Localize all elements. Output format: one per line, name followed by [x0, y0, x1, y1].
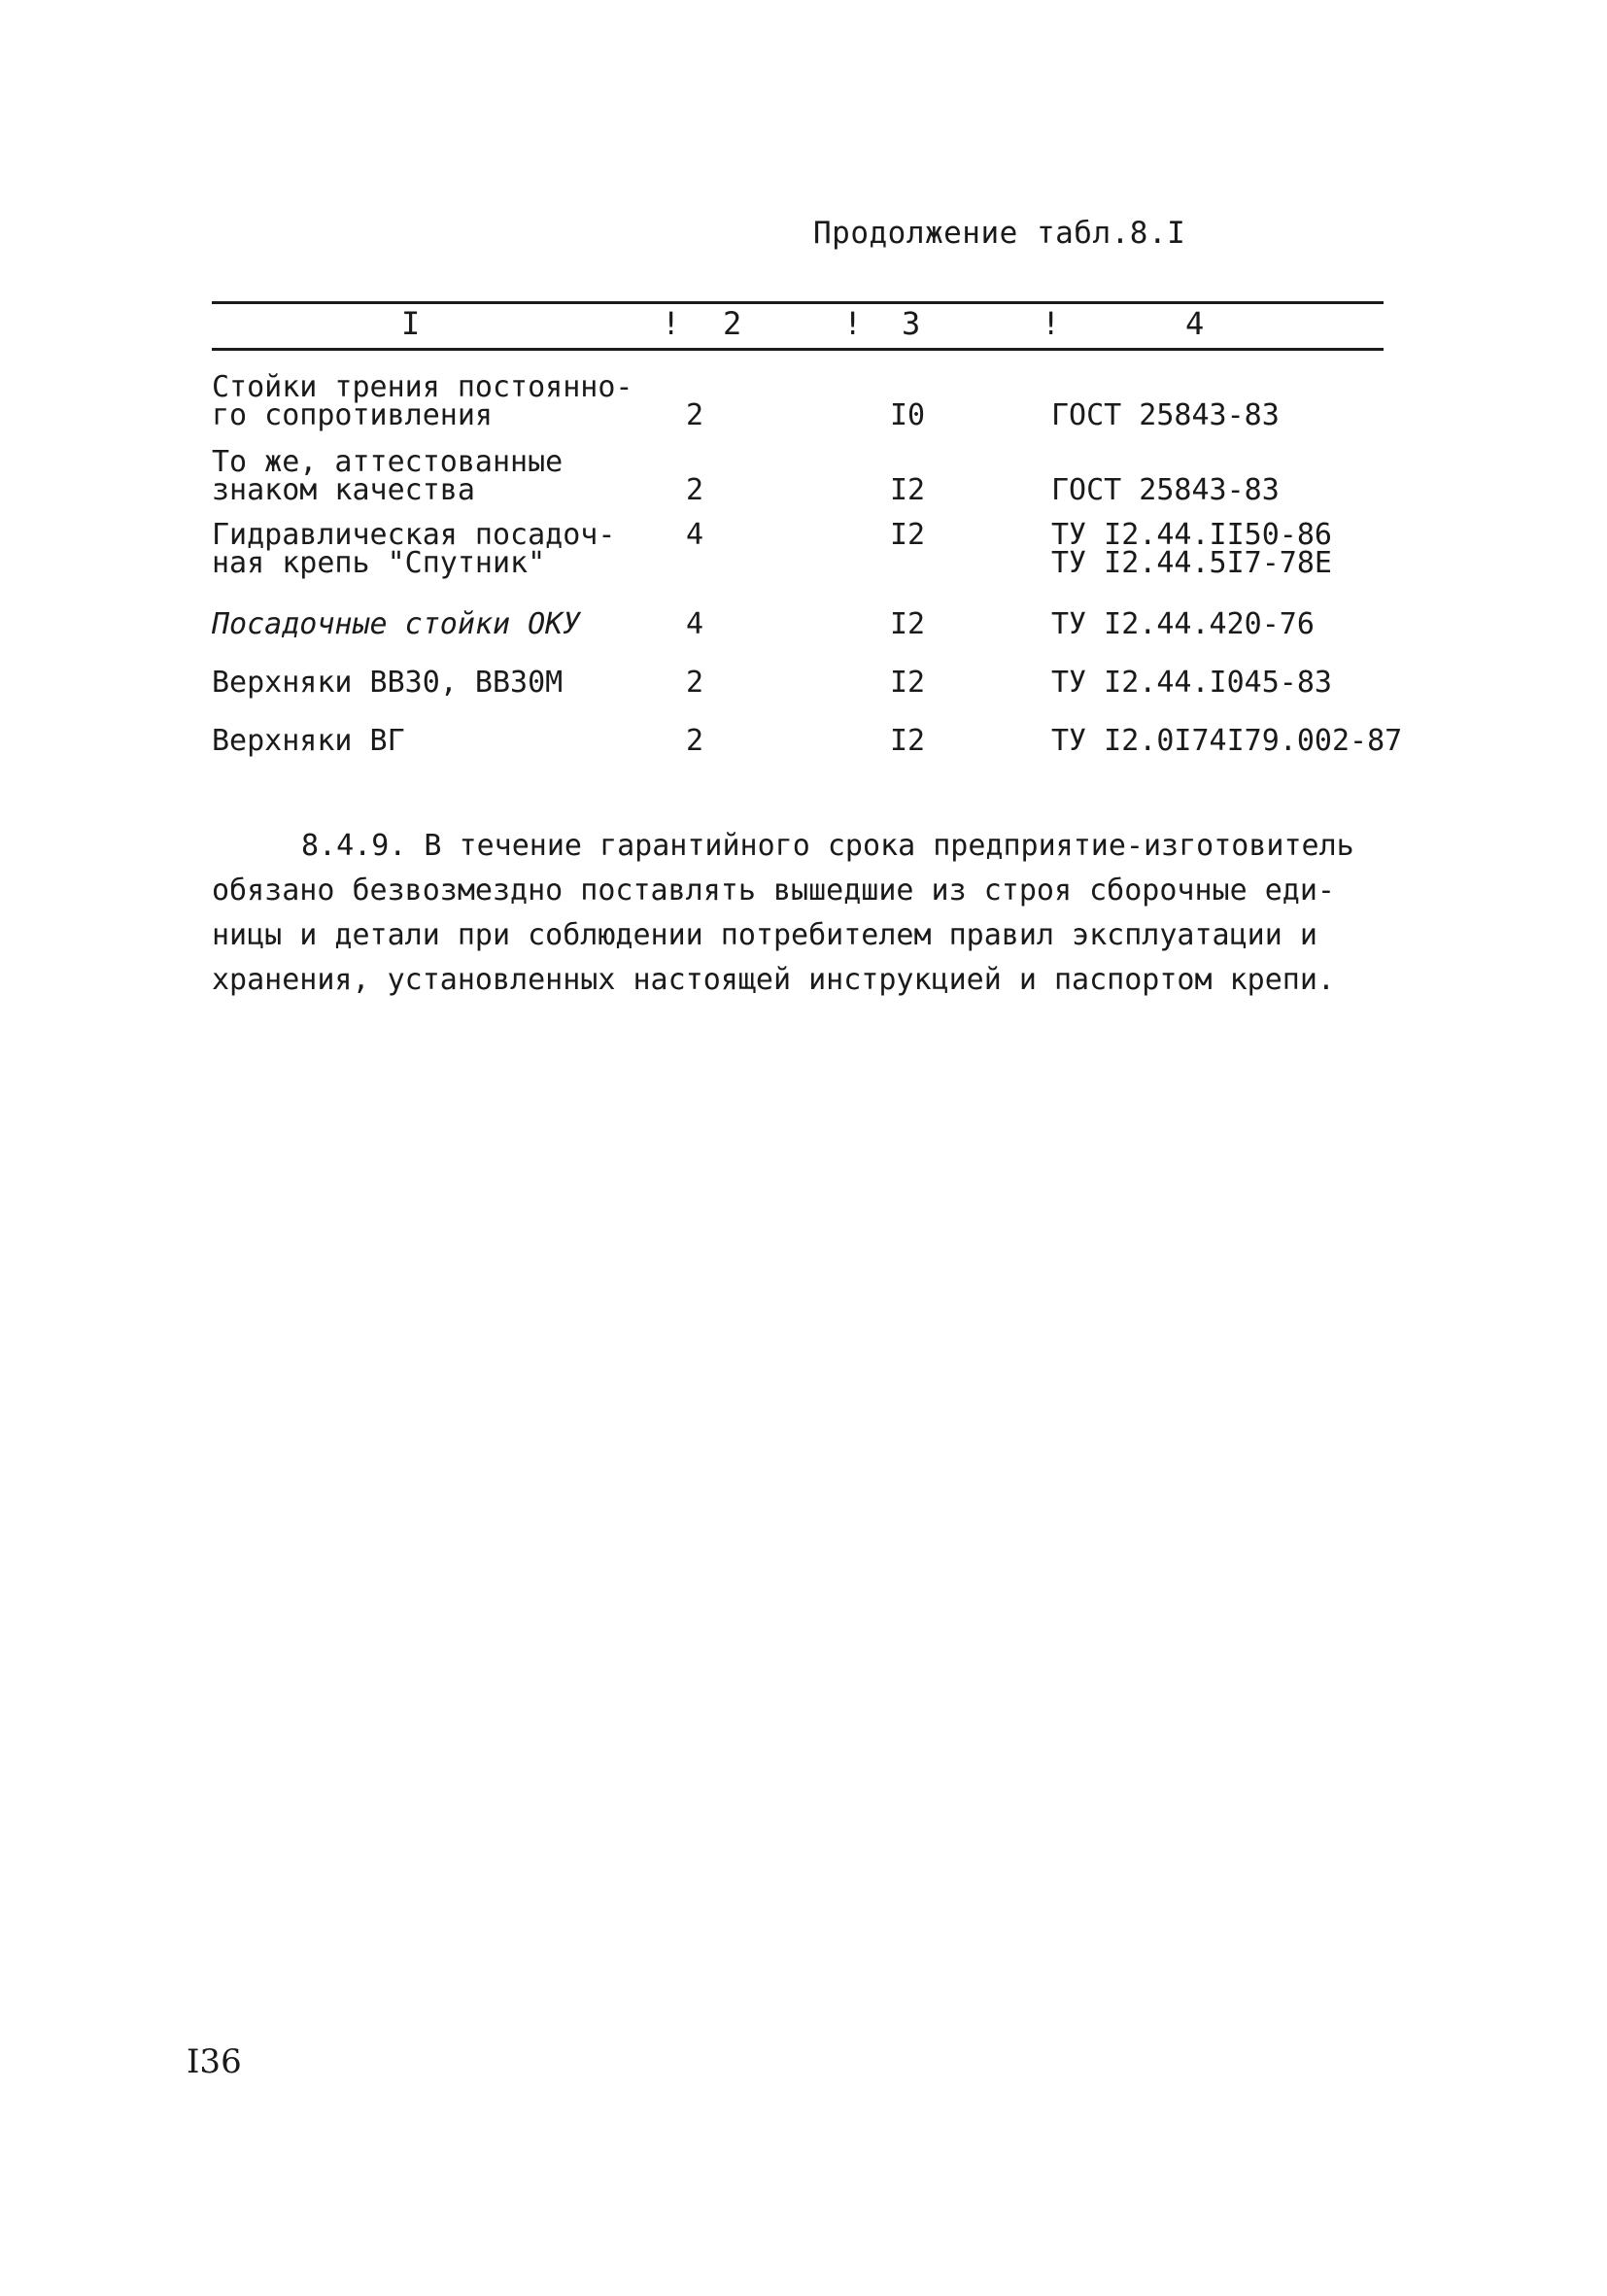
table-cell-standard: ТУ I2.44.I045-83	[1051, 666, 1332, 700]
table-cell-qty: 4	[686, 607, 704, 641]
table-row-name: Верхняки ВВ30, ВВ30М	[212, 666, 564, 700]
table-header-rule	[212, 348, 1384, 351]
table-cell-standard: ГОСТ 25843-83	[1051, 398, 1280, 432]
table-top-rule	[212, 301, 1384, 304]
paragraph-line: обязано безвозмездно поставлять вышедшие из строя сборочные еди-	[212, 874, 1335, 908]
column-header-1: I	[401, 305, 421, 342]
table-cell-value: I2	[890, 666, 926, 700]
table-row-name: Посадочные стойки ОКУ	[212, 607, 581, 641]
table-cell-qty: 2	[686, 398, 704, 432]
paragraph-line: хранения, установленных настоящей инструкцией и паспортом крепи.	[212, 963, 1335, 997]
paragraph-line: ницы и детали при соблюдении потребителем правил эксплуатации и	[212, 918, 1317, 952]
table-cell-value: I2	[890, 473, 926, 507]
table-caption: Продолжение табл.8.I	[813, 216, 1186, 251]
paragraph-line: 8.4.9. В течение гарантийного срока предприятие-изготовитель	[301, 829, 1354, 863]
table-cell-qty: 2	[686, 666, 704, 700]
table-cell-value: I2	[890, 518, 926, 552]
table-row-name: Верхняки ВГ	[212, 724, 405, 758]
column-header-3: 3	[902, 305, 921, 342]
table-row-name: То же, аттестованные знаком качества	[212, 445, 564, 507]
document-page: Продолжение табл.8.I I ! 2 ! 3 ! 4 Стойки трения постоянно- го сопротивления 2 I0 ГОСТ 25843-83 То же, аттестованные знаком качества 2 I2 ГОСТ 25843-83 Гидравлическая посадоч- ная крепь "Спутник" 4 I2 ТУ I2.44.II50-86 ТУ I2.44.5I7-78Е Посадочные стойки ОКУ 4 I2 ТУ I2.44.420-76 Верхняки ВВ30, ВВ30М 2 I2 ТУ I2.44.I045-83 Верхняки ВГ 2 I2 ТУ I2.0I74I79.002-87 8.4.9. В течение гарантийного срока предприятие-изготовитель обязано безвозмездно поставлять вышедшие из строя сборочные еди- ницы и детали при соблюдении потребителем правил эксплуатации и хранения, установленных настоящей инструкцией и паспортом крепи. I36	[0, 0, 1607, 2296]
table-cell-value: I2	[890, 607, 926, 641]
table-cell-standard: ТУ I2.44.420-76	[1051, 607, 1315, 641]
table-cell-qty: 4	[686, 518, 704, 552]
page-number: I36	[187, 2042, 242, 2081]
table-cell-standard: ГОСТ 25843-83	[1051, 473, 1280, 507]
body-paragraph	[212, 824, 1407, 1003]
table-cell-value: I0	[890, 398, 926, 432]
table-row-name: Гидравлическая посадоч- ная крепь "Спутник"	[212, 518, 616, 580]
table-cell-standard: ТУ I2.44.II50-86 ТУ I2.44.5I7-78Е	[1051, 518, 1332, 580]
table-cell-qty: 2	[686, 473, 704, 507]
table-cell-value: I2	[890, 724, 926, 758]
table-row-name: Стойки трения постоянно- го сопротивления	[212, 370, 633, 432]
table-cell-qty: 2	[686, 724, 704, 758]
column-header-4: 4	[1185, 305, 1205, 342]
column-header-2: 2	[723, 305, 742, 342]
table-cell-standard: ТУ I2.0I74I79.002-87	[1051, 724, 1403, 758]
